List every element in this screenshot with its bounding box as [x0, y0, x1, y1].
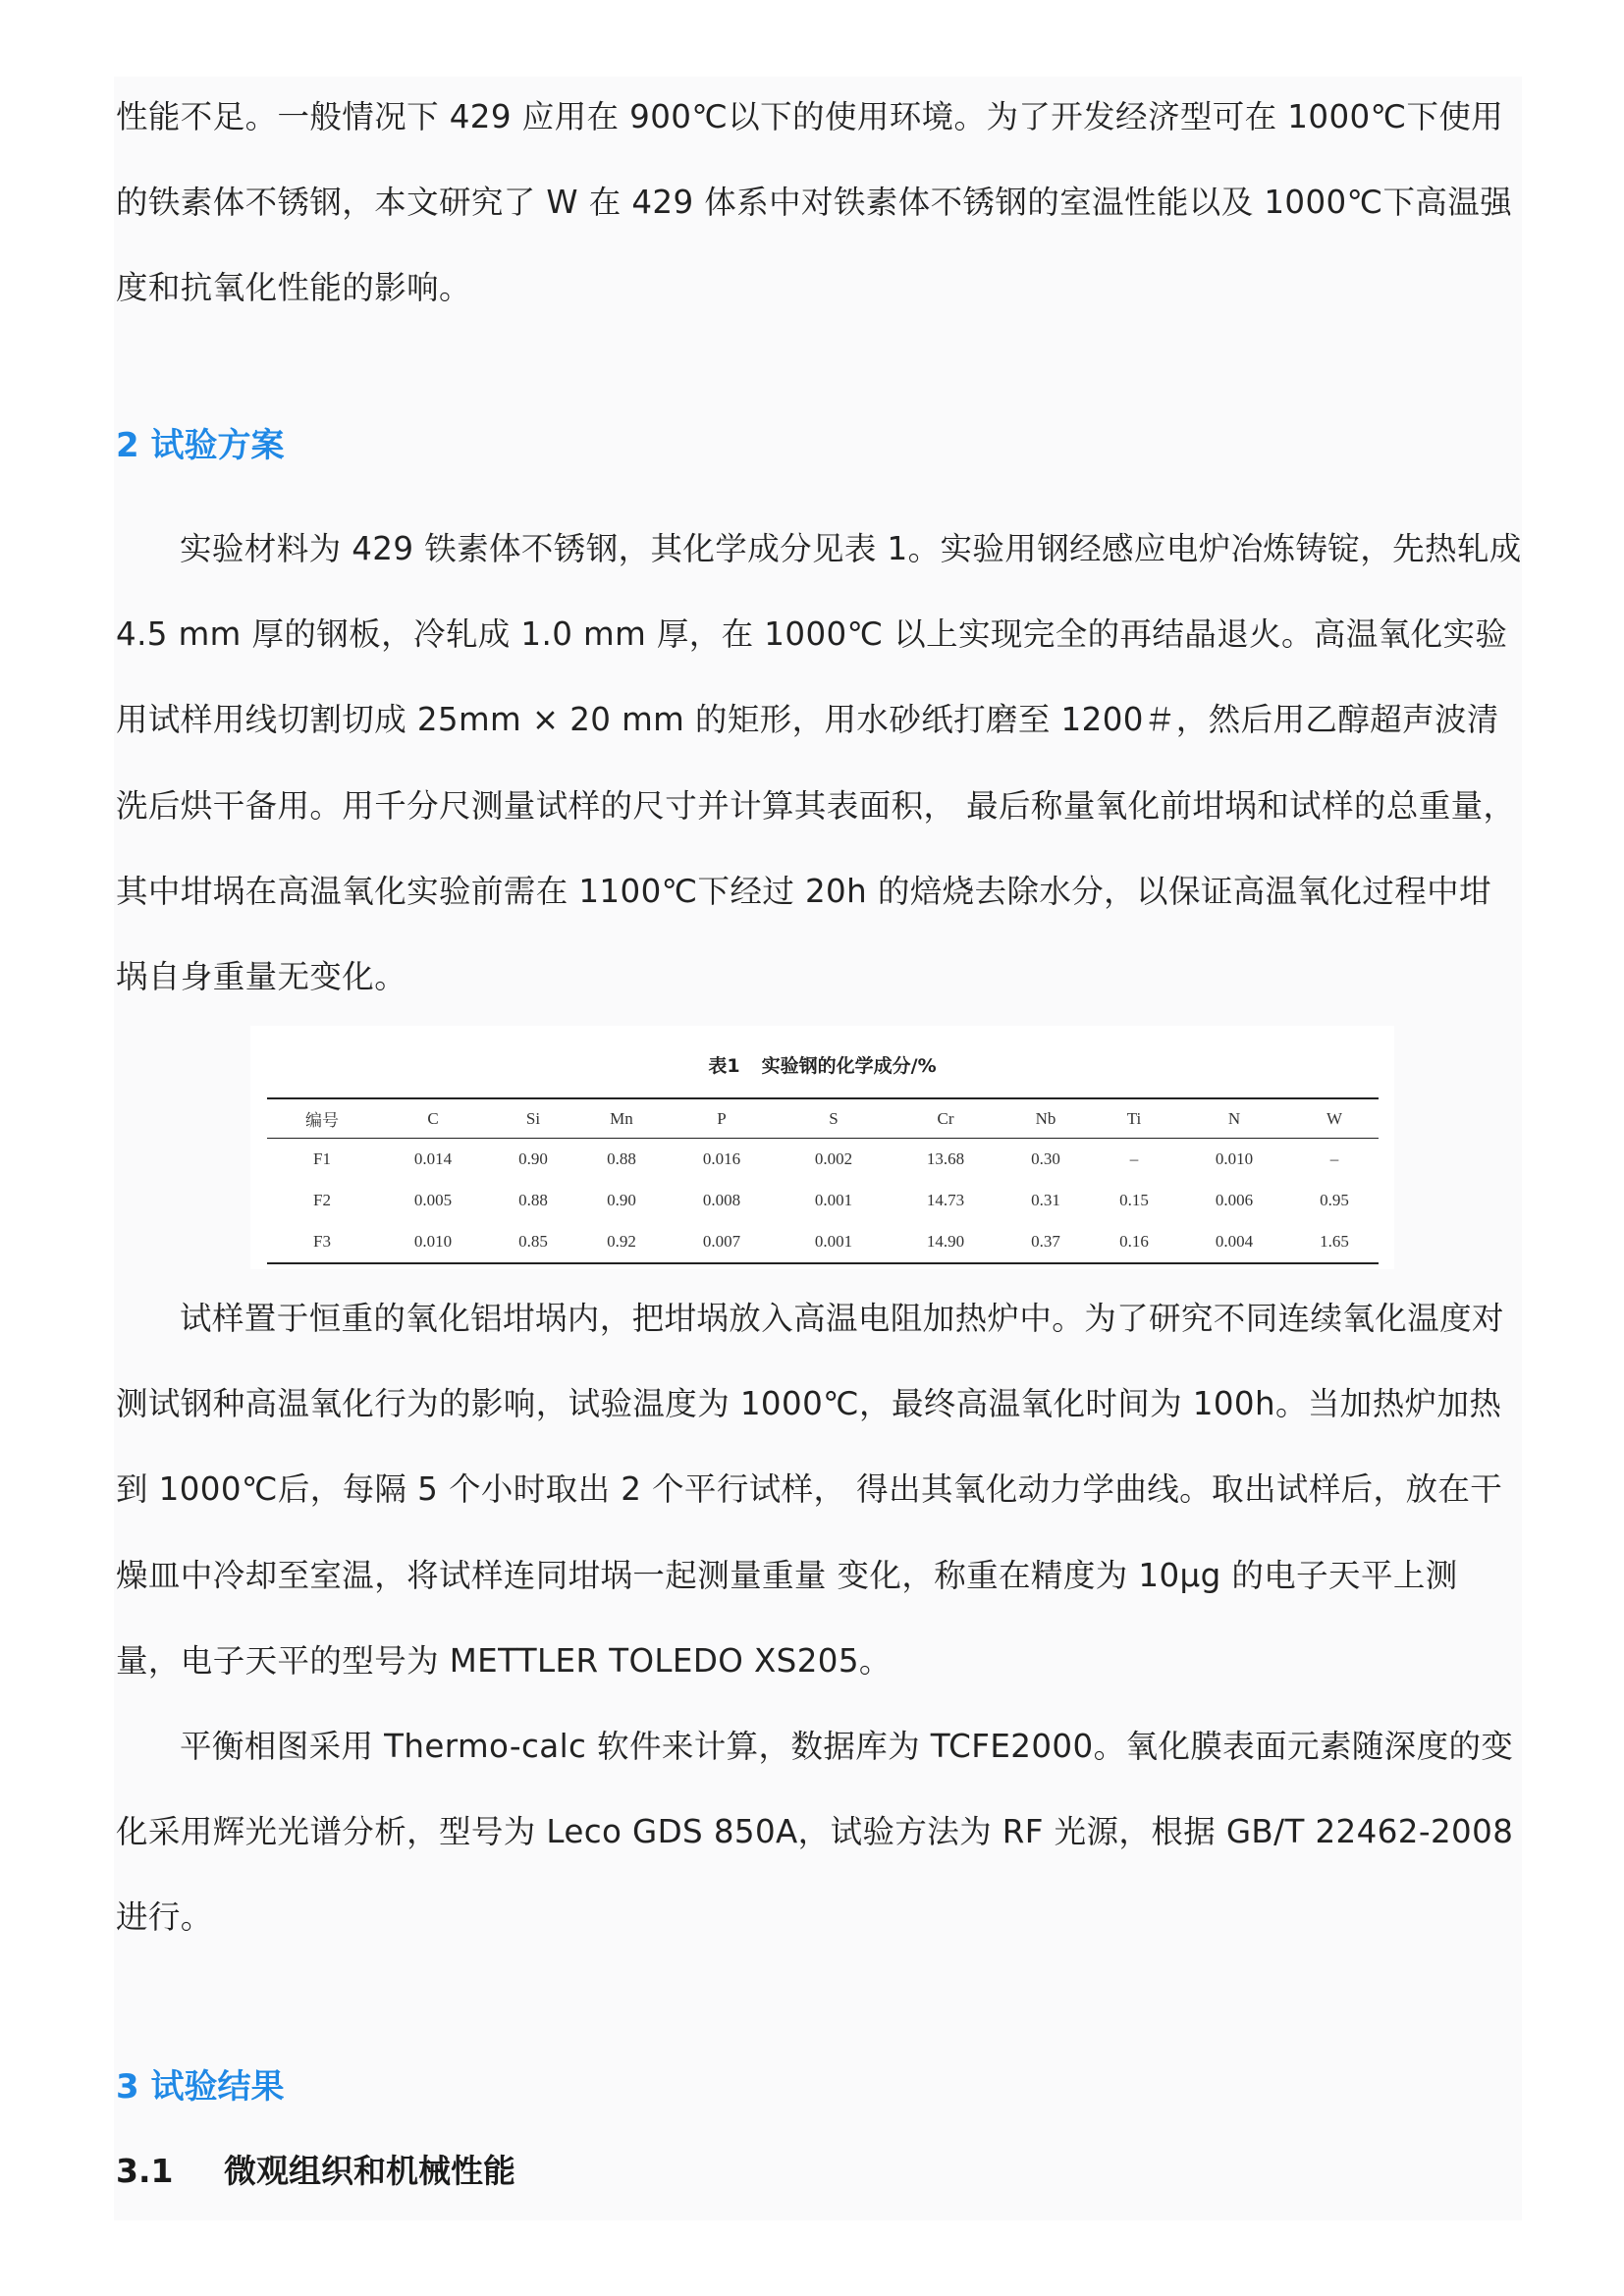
table-caption [250, 1051, 1394, 1078]
table-row [267, 1139, 1379, 1181]
table-cell: 0.008 [702, 1191, 741, 1209]
table-cell: 0.16 [1119, 1232, 1149, 1251]
table-cell: 0.85 [518, 1232, 548, 1251]
table-row [267, 1180, 1379, 1221]
test-plan-paragraph-1: 实验材料为 429 铁素体不锈钢，其化学成分见表 1。实验用钢经感应电炉冶炼铸锭，先热轧成 4.5 mm 厚的钢板，冷轧成 1.0 mm 厚，在 1000℃ 以上实现完全的再结晶退火。高温氧化实验用试样用线切割切成 25mm × 20 mm 的矩形，用水砂纸打磨至 1200＃，然后用乙醇超声波清洗后烘干备用。用千分尺测量试样的尺寸并计算其表面积， 最后称量氧化前坩埚和试样的总重量，其中坩埚在高温氧化实验前需在 1100℃下经过 20h 的焙烧去除水分，以保证高温氧化过程中坩埚自身重量无变化。 [116, 530, 1522, 996]
table-cell: 0.001 [814, 1232, 853, 1251]
table-cell: 0.014 [413, 1149, 453, 1168]
table-cell: 0.002 [814, 1149, 853, 1168]
subsection-number: 3.1 [116, 2152, 174, 2190]
subsection-title: 微观组织和机械性能 [224, 2152, 515, 2190]
table-cell: 1.65 [1320, 1232, 1349, 1251]
table-cell: F2 [313, 1191, 331, 1209]
col-header: Mn [610, 1108, 633, 1128]
table-cell: 0.88 [607, 1149, 636, 1168]
table-row [267, 1221, 1379, 1263]
subsection-heading [116, 2146, 515, 2192]
col-header: 编号 [305, 1111, 339, 1130]
section-heading-test-plan: 2 试验方案 [116, 426, 285, 465]
table-cell: – [1329, 1149, 1339, 1168]
table-cell: 0.010 [1215, 1149, 1254, 1168]
table-cell: 0.010 [413, 1232, 453, 1251]
col-header: S [829, 1108, 839, 1128]
table-cell: 0.15 [1119, 1191, 1149, 1209]
table-cell: 0.95 [1320, 1191, 1349, 1209]
table-cell: 0.88 [518, 1191, 548, 1209]
intro-paragraph: 性能不足。一般情况下 429 应用在 900℃以下的使用环境。为了开发经济型可在 1000℃下使用的铁素体不锈钢，本文研究了 W 在 429 体系中对铁素体不锈钢的室温性能以及 1000℃下高温强度和抗氧化性能的影响。 [116, 98, 1513, 307]
table-cell: 0.001 [814, 1191, 853, 1209]
table-1 [250, 1026, 1394, 1269]
test-plan-paragraph-3: 平衡相图采用 Thermo-calc 软件来计算，数据库为 TCFE2000。氧化膜表面元素随深度的变化采用辉光光谱分析，型号为 Leco GDS 850A，试验方法为 RF 光源，根据 GB/T 22462-2008 进行。 [116, 1728, 1514, 1937]
col-header: Cr [937, 1108, 954, 1128]
table-cell: 13.68 [926, 1149, 965, 1168]
table-cell: 0.007 [702, 1232, 741, 1251]
table-label: 表1 [708, 1055, 740, 1077]
table-cell: 0.90 [518, 1149, 548, 1168]
table-cell: 0.31 [1031, 1191, 1060, 1209]
table-cell: 0.004 [1215, 1232, 1254, 1251]
composition-table [267, 1097, 1379, 1264]
col-header: Ti [1126, 1108, 1142, 1128]
col-header: W [1326, 1108, 1342, 1128]
table-cell: F3 [313, 1232, 331, 1251]
table-cell: 0.37 [1031, 1232, 1060, 1251]
col-header: C [427, 1108, 439, 1128]
col-header: P [717, 1108, 727, 1128]
test-plan-paragraph-2: 试样置于恒重的氧化铝坩埚内，把坩埚放入高温电阻加热炉中。为了研究不同连续氧化温度对测试钢种高温氧化行为的影响，试验温度为 1000℃，最终高温氧化时间为 100h。当加热炉加热到 1000℃后，每隔 5 个小时取出 2 个平行试样， 得出其氧化动力学曲线。取出试样后，放在干燥皿中冷却至室温，将试样连同坩埚一起测量重量 变化，称重在精度为 10μg 的电子天平上测量，电子天平的型号为 METTLER TOLEDO XS205。 [116, 1300, 1504, 1680]
table-cell: 14.73 [926, 1191, 965, 1209]
section-heading-results: 3 试验结果 [116, 2067, 285, 2107]
table-cell: 0.92 [607, 1232, 636, 1251]
table-header-row [267, 1098, 1379, 1139]
table-title: 实验钢的化学成分/% [761, 1055, 937, 1077]
col-header: Si [525, 1108, 541, 1128]
table-cell: – [1129, 1149, 1139, 1168]
table-cell: 0.30 [1031, 1149, 1060, 1168]
table-cell: 0.016 [702, 1149, 741, 1168]
col-header: Nb [1035, 1108, 1056, 1128]
table-cell: 0.90 [607, 1191, 636, 1209]
table-cell: F1 [313, 1149, 331, 1168]
table-cell: 0.006 [1215, 1191, 1254, 1209]
col-header: N [1227, 1108, 1241, 1128]
table-cell: 14.90 [926, 1232, 965, 1251]
table-cell: 0.005 [413, 1191, 453, 1209]
